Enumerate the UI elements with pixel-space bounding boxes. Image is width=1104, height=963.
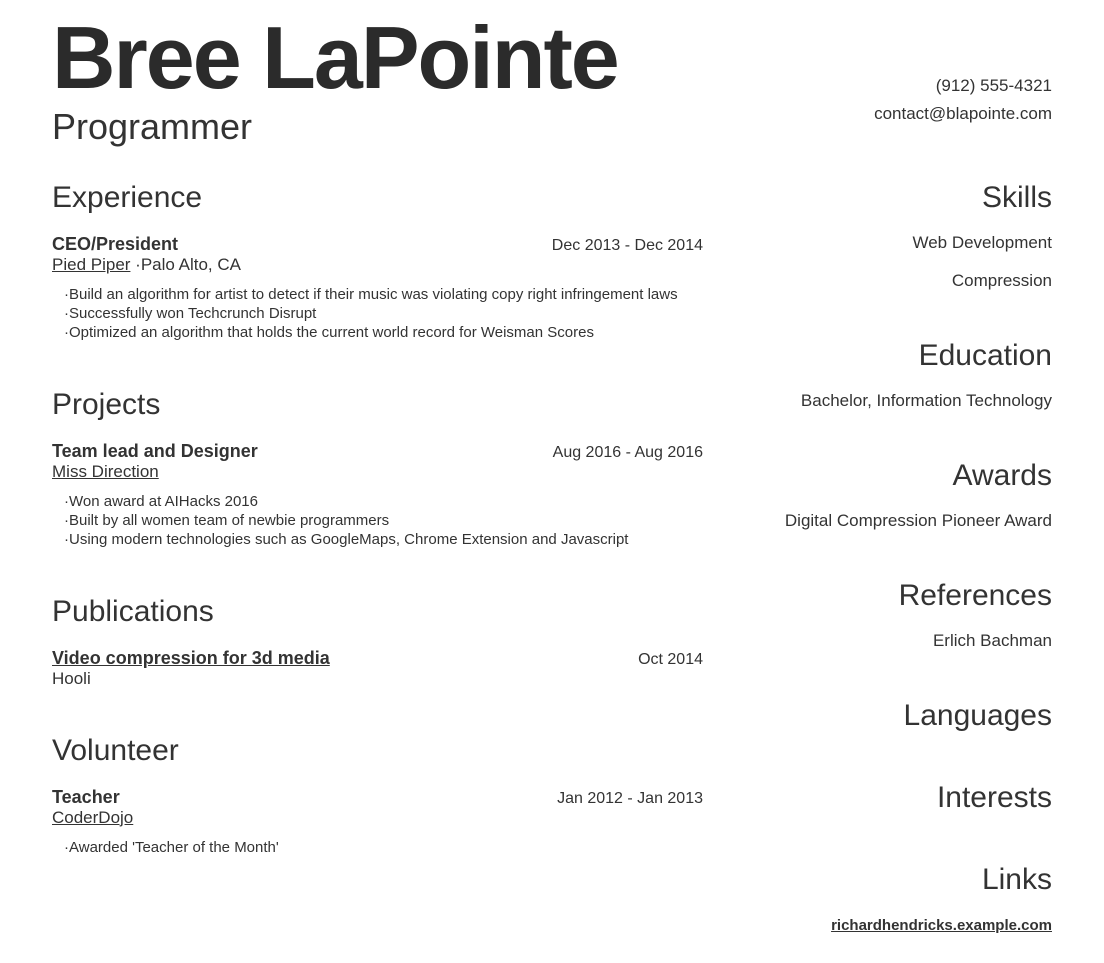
org-link-miss-direction[interactable]: Miss Direction — [52, 461, 159, 481]
bullet-list — [52, 838, 703, 857]
entry-date: Jan 2012 - Jan 2013 — [557, 789, 703, 807]
entry-header — [52, 647, 703, 669]
sidebar — [782, 181, 1052, 936]
sidebar-heading-links: Links — [981, 862, 1052, 896]
sidebar-section-languages — [782, 699, 1052, 733]
bullet-item: · Build an algorithm for artist to detect if their music was violating copy right infringement laws — [64, 285, 703, 304]
sidebar-section-awards — [782, 459, 1052, 531]
section-heading-publications: Publications — [52, 594, 214, 628]
sidebar-heading-awards: Awards — [952, 458, 1052, 492]
skill-item: Web Development — [912, 232, 1052, 252]
section-projects — [52, 388, 703, 549]
sidebar-section-education — [782, 339, 1052, 411]
body-columns — [52, 181, 1052, 936]
award-item: Digital Compression Pioneer Award — [784, 510, 1052, 530]
reference-item: Erlich Bachman — [932, 630, 1052, 650]
sidebar-heading-references: References — [898, 578, 1052, 612]
sidebar-section-interests — [782, 781, 1052, 815]
sidebar-section-references — [782, 579, 1052, 651]
contact-info — [874, 72, 1052, 128]
sidebar-section-links — [782, 863, 1052, 936]
phone-number: (912) 555-4321 — [935, 76, 1052, 95]
email-address: contact@blapointe.com — [874, 104, 1052, 123]
section-heading-projects: Projects — [52, 387, 161, 421]
entry-date: Aug 2016 - Aug 2016 — [552, 443, 703, 461]
external-link-richardhendricks[interactable]: richardhendricks.example.com — [831, 916, 1052, 934]
education-item: Bachelor, Information Technology — [800, 390, 1052, 410]
org-link-pied-piper[interactable]: Pied Piper — [52, 254, 131, 274]
entry-subline — [52, 808, 703, 827]
sidebar-section-skills — [782, 181, 1052, 291]
org-link-coderdojo[interactable]: CoderDojo — [52, 807, 134, 827]
person-name: Bree LaPointe — [52, 8, 618, 107]
entry-header — [52, 233, 703, 255]
publication-title-link[interactable]: Video compression for 3d media — [52, 647, 330, 668]
section-publications — [52, 595, 703, 688]
job-title: Programmer — [52, 106, 253, 147]
bullet-list — [52, 492, 703, 549]
entry-subline — [52, 462, 703, 481]
entry-title: CEO/President — [52, 233, 179, 254]
entry-title: Team lead and Designer — [52, 440, 258, 461]
bullet-item: · Built by all women team of newbie programmers — [64, 511, 703, 530]
entry-title: Teacher — [52, 786, 120, 807]
publication-entry — [52, 647, 703, 688]
sidebar-heading-skills: Skills — [981, 180, 1052, 214]
header — [52, 8, 1052, 147]
volunteer-entry — [52, 786, 703, 857]
experience-entry — [52, 233, 703, 342]
main-column — [52, 181, 703, 857]
skill-item: Compression — [951, 270, 1052, 290]
entry-date: Dec 2013 - Dec 2014 — [551, 236, 703, 254]
bullet-item: · Won award at AIHacks 2016 — [64, 492, 703, 511]
entry-header — [52, 786, 703, 808]
section-heading-experience: Experience — [52, 180, 203, 214]
bullet-item: · Optimized an algorithm that holds the current world record for Weisman Scores — [64, 323, 703, 342]
bullet-item: · Successfully won Techcrunch Disrupt — [64, 304, 703, 323]
sidebar-heading-interests: Interests — [936, 780, 1052, 814]
entry-header — [52, 440, 703, 462]
publisher-name: Hooli — [52, 668, 91, 688]
bullet-list — [52, 285, 703, 342]
section-experience — [52, 181, 703, 342]
entry-subline — [52, 255, 703, 274]
sidebar-heading-languages: Languages — [903, 698, 1052, 732]
entry-subline — [52, 669, 703, 688]
entry-date: Oct 2014 — [638, 650, 703, 668]
bullet-item: · Using modern technologies such as GoogleMaps, Chrome Extension and Javascript — [64, 530, 703, 549]
sidebar-heading-education: Education — [918, 338, 1052, 372]
bullet-item: · Awarded 'Teacher of the Month' — [64, 838, 703, 857]
project-entry — [52, 440, 703, 549]
entry-location: · Palo Alto, CA — [130, 255, 241, 274]
section-volunteer — [52, 734, 703, 857]
section-heading-volunteer: Volunteer — [52, 733, 179, 767]
